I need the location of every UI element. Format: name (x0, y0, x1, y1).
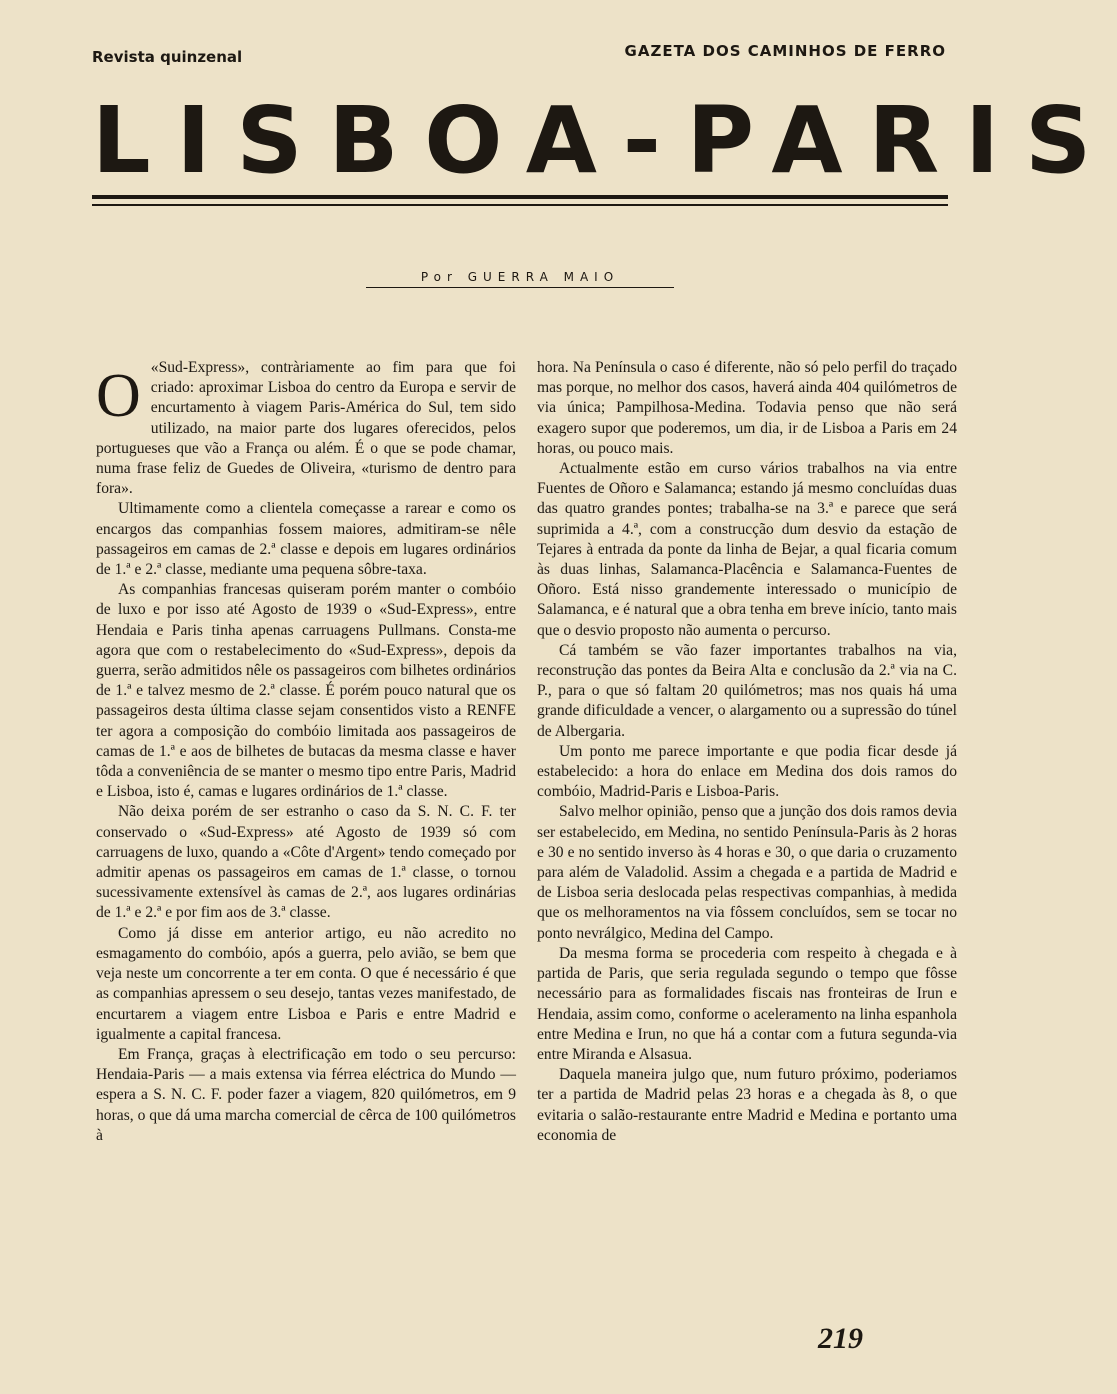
paragraph: hora. Na Península o caso é diferente, não só pelo perfil do traçado mas porque, no melhor dos casos, haverá ainda 404 quilómetros de via única; Pampilhosa-Medina. Todavia penso que não será exagero supor que poderemos, um dia, ir de Lisboa a Paris em 24 horas, ou pouco mais. (537, 359, 957, 457)
paragraph: As companhias francesas quiseram porém manter o combóio de luxo e por isso até Agosto de 1939 o «Sud-Express», entre Hendaia e Paris tinha apenas carruagens Pullmans. Consta-me agora que com o restabelecimento do «Sud-Express», depois da guerra, serão admitidos nêle os passageiros com bilhetes ordinários de 1.ª e talvez mesmo de 2.ª classe. É porém pouco natural que os passageiros desta última classe sejam consentidos visto a RENFE ter agora a composição do combóio limitada aos passageiros de camas de 1.ª e aos de bilhetes de butacas da mesma classe e haver tôda a conveniência de se manter o mesmo tipo entre Paris, Madrid e Lisboa, isto é, camas e lugares ordinários de 1.ª classe. (96, 581, 516, 801)
publication-frequency: Revista quinzenal (92, 48, 243, 66)
publication-name: GAZETA DOS CAMINHOS DE FERRO (624, 42, 946, 60)
article-title: LISBOA-PARIS (92, 87, 1117, 194)
title-rule-thick (92, 195, 948, 199)
paragraph: Salvo melhor opinião, penso que a junção dos dois ramos devia ser estabelecido, em Medina, no sentido Península-Paris às 2 horas e 30 e no sentido inverso às 4 horas e 30, o que daria o cruzamento para além de Valadolid. Assim a chegada e a partida de Madrid e de Lisboa seria deslocada pelas respectivas companhias, à medida que os melhoramentos na via fôssem concluídos, sem se tocar no ponto nevrálgico, Medina del Campo. (537, 803, 957, 942)
title-rule-thin (92, 204, 948, 206)
paragraph: Actualmente estão em curso vários trabalhos na via entre Fuentes de Oñoro e Salamanca; estando já mesmo concluídas duas das quatro grandes pontes; trabalha-se na 3.ª e parece que será suprimida a 4.ª, com a construcção dum desvio da estação de Tejares à entrada da ponte da linha de Bejar, a qual ficaria comum às duas linhas, Salamanca-Placência e Salamanca-Fuentes de Oñoro. Está nisso grandemente interessado o município de Salamanca, e é natural que a obra tenha em breve início, tanto mais que o desvio proposto não aumenta o percurso. (537, 460, 957, 639)
paragraph: Em França, graças à electrificação em todo o seu percurso: Hendaia-Paris — a mais extensa via férrea eléctrica do Mundo — espera a S. N. C. F. poder fazer a viagem, 820 quilómetros, em 9 horas, o que dá uma marcha comercial de cêrca de 100 quilómetros à (96, 1045, 516, 1144)
article-column-left (96, 358, 516, 1146)
paragraph: «Sud-Express», contràriamente ao fim para que foi criado: aproximar Lisboa do centro da Europa e servir de encurtamento à viagem Paris-América do Sul, tem sido utilizado, na maior parte dos lugares oferecidos, pelos portugueses que vão a França ou além. É o que se pode chamar, numa frase feliz de Guedes de Oliveira, «turismo de dentro para fora». (96, 359, 516, 498)
paragraph: Daquela maneira julgo que, num futuro próximo, poderiamos ter a partida de Madrid pelas 23 horas e a chegada às 8, o que evitaria o salão-restaurante entre Madrid e Medina e portanto uma economia de (537, 1066, 957, 1144)
paragraph: Cá também se vão fazer importantes trabalhos na via, reconstrução das pontes da Beira Alta e conclusão da 2.ª via na C. P., para o que só faltam 20 quilómetros; mas nos quais há uma grande dificuldade a vencer, o alargamento ou a supressão do túnel de Albergaria. (537, 641, 957, 740)
paragraph: Ultimamente como a clientela começasse a rarear e como os encargos das companhias fossem maiores, admitiram-se nêle passageiros em camas de 2.ª classe e depois em lugares ordinários de 1.ª e 2.ª classe, mediante uma pequena sôbre-taxa. (96, 500, 516, 579)
page-number: 219 (818, 1322, 863, 1355)
author-byline: Por GUERRA MAIO (366, 270, 674, 288)
paragraph: Um ponto me parece importante e que podia ficar desde já estabelecido: a hora do enlace em Medina dos dois ramos do combóio, Madrid-Paris e Lisboa-Paris. (537, 742, 957, 801)
paragraph: Como já disse em anterior artigo, eu não acredito no esmagamento do combóio, após a guerra, pelo avião, se bem que veja neste um concorrente a ter em conta. O que é necessário é que as companhias apressem o seu desejo, tantas vezes manifestado, de encurtarem a viagem entre Lisboa e Paris e entre Madrid e igualmente a capital francesa. (96, 924, 516, 1043)
paragraph: Da mesma forma se procederia com respeito à chegada e à partida de Paris, que seria regulada segundo o tempo que fôsse necessário para as formalidades fiscais nas fronteiras de Irun e Hendaia, assim como, conforme o aceleramento na linha espanhola entre Medina e Irun, no que há a contar com a futura segunda-via entre Miranda e Alsasua. (537, 944, 958, 1063)
article-column-right (537, 358, 957, 1146)
paragraph: Não deixa porém de ser estranho o caso da S. N. C. F. ter conservado o «Sud-Express» até Agosto de 1939 só com carruagens de luxo, quando a «Côte d'Argent» tendo começado por admitir apenas os passageiros em camas de 1.ª classe, o tornou sucessivamente extensível às camas de 2.ª, aos lugares ordinárias de 1.ª e 2.ª e por fim aos de 3.ª classe. (96, 803, 516, 922)
drop-cap: O (96, 362, 141, 430)
